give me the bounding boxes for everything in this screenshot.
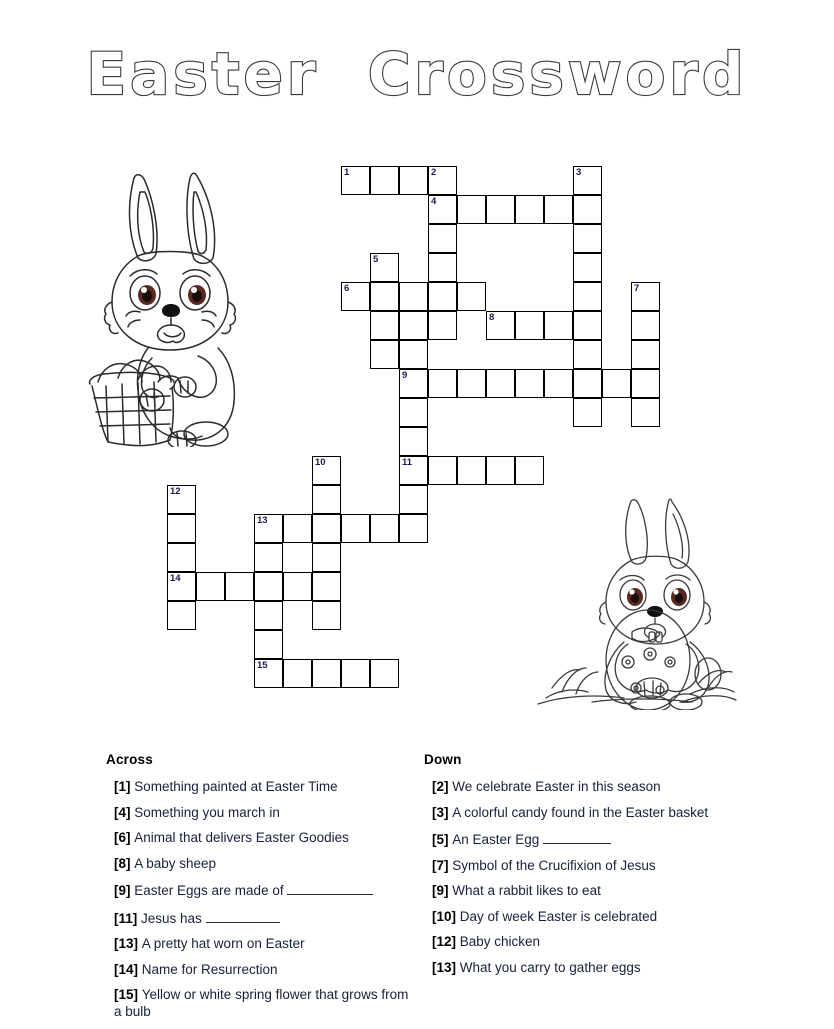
grid-cell[interactable] [631, 369, 660, 398]
across-clue-number: [4] [114, 804, 135, 820]
down-clue-text: An Easter Egg [452, 832, 544, 847]
grid-cell[interactable] [428, 311, 457, 340]
grid-cell[interactable] [428, 253, 457, 282]
grid-cell[interactable] [370, 514, 399, 543]
across-clue-item [106, 830, 418, 847]
down-clue-text: A colorful candy found in the Easter basket [452, 804, 709, 820]
down-clue-number: [2] [432, 779, 453, 794]
bunny-hugging-egg-illustration [532, 492, 738, 710]
grid-cell[interactable] [399, 282, 428, 311]
across-clue-item [106, 805, 418, 822]
grid-cell[interactable] [225, 572, 254, 601]
down-clues-column [424, 752, 724, 985]
across-clue-number: [14] [114, 961, 142, 977]
grid-cell-numbered-12[interactable] [167, 485, 196, 514]
grid-cell[interactable] [254, 601, 283, 630]
grid-cell[interactable] [573, 224, 602, 253]
down-clue-number: [9] [432, 883, 453, 898]
grid-cell-number: 2 [431, 167, 437, 178]
down-clue-item [424, 858, 724, 875]
across-clue-number: [13] [114, 936, 142, 951]
grid-cell[interactable] [283, 572, 312, 601]
grid-cell-number: 12 [170, 486, 181, 497]
across-clue-text: A pretty hat worn on Easter [141, 936, 305, 951]
grid-cell[interactable] [486, 456, 515, 485]
grid-cell-numbered-2[interactable] [428, 166, 457, 195]
grid-cell[interactable] [167, 543, 196, 572]
grid-cell-number: 10 [315, 457, 326, 468]
down-clue-number: [7] [432, 857, 453, 873]
down-clue-text: We celebrate Easter in this season [452, 779, 661, 794]
grid-cell[interactable] [283, 659, 312, 688]
across-heading: Across [106, 752, 153, 767]
grid-cell[interactable] [457, 195, 486, 224]
grid-cell-numbered-9[interactable] [399, 369, 428, 398]
grid-cell[interactable] [544, 311, 573, 340]
grid-cell[interactable] [486, 369, 515, 398]
grid-cell[interactable] [515, 456, 544, 485]
down-clue-item [424, 779, 724, 796]
grid-cell[interactable] [399, 485, 428, 514]
grid-cell-numbered-11[interactable] [399, 456, 428, 485]
down-heading: Down [424, 752, 462, 767]
across-clue-number: [15] [114, 987, 142, 1002]
grid-cell-number: 9 [402, 370, 408, 381]
grid-cell[interactable] [399, 427, 428, 456]
down-clue-text: Symbol of the Crucifixion of Jesus [452, 857, 656, 873]
across-clue-text: Something you march in [134, 804, 280, 820]
bunny-with-basket-illustration [78, 162, 276, 447]
down-clue-answer-blank[interactable] [543, 830, 611, 844]
across-clue-number: [1] [114, 779, 135, 794]
grid-cell-number: 6 [344, 283, 350, 294]
grid-cell-number: 8 [489, 312, 495, 323]
grid-cell[interactable] [486, 195, 515, 224]
across-clue-text: Easter Eggs are made of [134, 883, 288, 898]
grid-cell[interactable] [631, 311, 660, 340]
grid-cell[interactable] [312, 485, 341, 514]
grid-cell-numbered-7[interactable] [631, 282, 660, 311]
down-clue-item [424, 960, 724, 977]
down-clue-text: Baby chicken [459, 934, 541, 949]
grid-cell[interactable] [428, 282, 457, 311]
grid-cell-numbered-8[interactable] [486, 311, 515, 340]
across-clue-text: Animal that delivers Easter Goodies [134, 830, 349, 845]
grid-cell[interactable] [254, 572, 283, 601]
across-clue-number: [11] [114, 910, 142, 926]
grid-cell[interactable] [457, 456, 486, 485]
down-clue-text: What you carry to gather eggs [459, 959, 641, 975]
grid-cell[interactable] [196, 572, 225, 601]
down-clue-item [424, 934, 724, 951]
grid-cell[interactable] [370, 340, 399, 369]
grid-cell[interactable] [312, 601, 341, 630]
across-clue-answer-blank[interactable] [287, 881, 373, 895]
grid-cell[interactable] [399, 514, 428, 543]
grid-cell-numbered-15[interactable] [254, 659, 283, 688]
grid-cell-numbered-4[interactable] [428, 195, 457, 224]
grid-cell[interactable] [515, 369, 544, 398]
grid-cell[interactable] [254, 630, 283, 659]
grid-cell[interactable] [573, 311, 602, 340]
across-clue-item [106, 987, 418, 1020]
grid-cell[interactable] [573, 282, 602, 311]
grid-cell[interactable] [631, 340, 660, 369]
grid-cell[interactable] [167, 514, 196, 543]
down-clue-number: [5] [432, 832, 453, 847]
grid-cell[interactable] [283, 514, 312, 543]
grid-cell-number: 13 [257, 515, 268, 526]
grid-cell-number: 4 [431, 196, 437, 207]
grid-cell-number: 11 [402, 457, 413, 468]
grid-cell[interactable] [544, 195, 573, 224]
grid-cell[interactable] [370, 659, 399, 688]
grid-cell[interactable] [573, 398, 602, 427]
across-clue-number: [8] [114, 855, 135, 871]
grid-cell-number: 14 [170, 573, 181, 584]
across-clue-item [106, 909, 418, 928]
down-clue-item [424, 883, 724, 900]
down-clue-text: What a rabbit likes to eat [452, 883, 601, 898]
grid-cell[interactable] [515, 195, 544, 224]
grid-cell[interactable] [457, 282, 486, 311]
grid-cell-numbered-5[interactable] [370, 253, 399, 282]
grid-cell-number: 5 [373, 254, 379, 265]
grid-cell-number: 3 [576, 167, 582, 178]
grid-cell[interactable] [544, 369, 573, 398]
grid-cell-numbered-10[interactable] [312, 456, 341, 485]
grid-cell-number: 15 [257, 660, 268, 671]
grid-cell[interactable] [573, 195, 602, 224]
grid-cell[interactable] [573, 253, 602, 282]
across-clue-text: Something painted at Easter Time [134, 779, 338, 794]
across-clue-text: Yellow or white spring flower that grows from a bulb [114, 987, 409, 1019]
down-clue-list [424, 779, 724, 976]
grid-cell[interactable] [631, 398, 660, 427]
grid-cell[interactable] [370, 282, 399, 311]
grid-cell[interactable] [254, 543, 283, 572]
grid-cell[interactable] [399, 340, 428, 369]
grid-cell[interactable] [312, 543, 341, 572]
grid-cell[interactable] [428, 456, 457, 485]
grid-cell[interactable] [573, 340, 602, 369]
grid-cell[interactable] [399, 166, 428, 195]
grid-cell-numbered-3[interactable] [573, 166, 602, 195]
grid-cell[interactable] [370, 311, 399, 340]
grid-cell[interactable] [312, 572, 341, 601]
grid-cell[interactable] [312, 659, 341, 688]
across-clue-item [106, 779, 418, 796]
grid-cell-numbered-13[interactable] [254, 514, 283, 543]
down-clue-item [424, 909, 724, 926]
across-clue-text: Name for Resurrection [141, 961, 278, 977]
across-clue-list [106, 779, 418, 1020]
across-clue-item [106, 962, 418, 979]
page-title-text: Easter Crossword [86, 40, 748, 108]
grid-cell[interactable] [399, 311, 428, 340]
grid-cell-number: 7 [634, 283, 640, 294]
grid-cell-numbered-1[interactable] [341, 166, 370, 195]
down-clue-number: [13] [432, 959, 460, 975]
across-clue-text: A baby sheep [134, 855, 217, 871]
across-clue-number: [9] [114, 883, 135, 898]
down-clue-item [424, 830, 724, 849]
grid-cell-number: 1 [344, 167, 350, 178]
clues-section [0, 752, 834, 1028]
grid-cell[interactable] [602, 369, 631, 398]
grid-cell[interactable] [341, 659, 370, 688]
grid-cell[interactable] [399, 398, 428, 427]
across-clue-item [106, 881, 418, 900]
grid-cell[interactable] [428, 224, 457, 253]
grid-cell[interactable] [428, 369, 457, 398]
grid-cell[interactable] [457, 369, 486, 398]
grid-cell[interactable] [341, 514, 370, 543]
down-clue-number: [10] [432, 908, 460, 924]
down-clue-item [424, 805, 724, 822]
down-clue-number: [12] [432, 934, 460, 949]
down-clue-number: [3] [432, 804, 453, 820]
grid-cell[interactable] [312, 514, 341, 543]
down-clue-text: Day of week Easter is celebrated [459, 908, 658, 924]
grid-cell-numbered-14[interactable] [167, 572, 196, 601]
grid-cell-numbered-6[interactable] [341, 282, 370, 311]
across-clue-text: Jesus has [141, 910, 206, 926]
across-clue-item [106, 856, 418, 873]
across-clue-number: [6] [114, 830, 135, 845]
across-clues-column [106, 752, 418, 1029]
grid-cell[interactable] [515, 311, 544, 340]
across-clue-item [106, 936, 418, 953]
across-clue-answer-blank[interactable] [206, 909, 280, 923]
grid-cell[interactable] [573, 369, 602, 398]
grid-cell[interactable] [167, 601, 196, 630]
grid-cell[interactable] [370, 166, 399, 195]
